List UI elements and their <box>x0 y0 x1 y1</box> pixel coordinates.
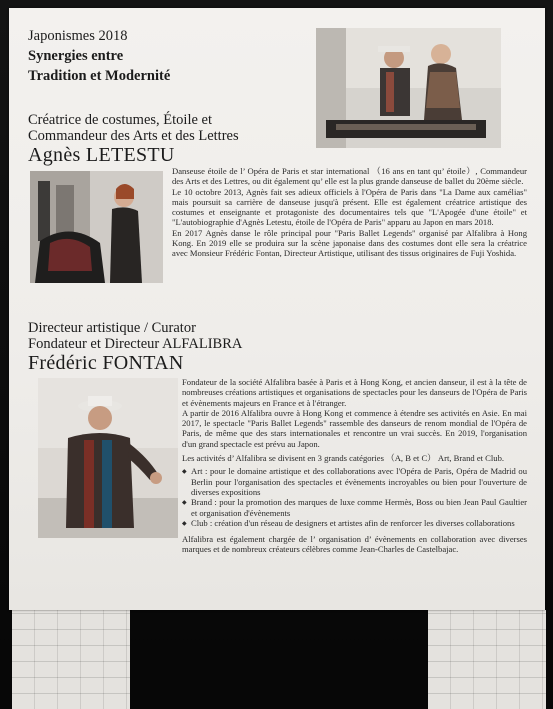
fontan-first-name: Frédéric <box>28 352 98 374</box>
letestu-first-name: Agnès <box>28 144 81 166</box>
photo-letestu-costume <box>30 171 163 283</box>
theme-line-1: Synergies entre <box>28 48 124 64</box>
fontan-bio-paragraph-3: Les activités d’ Alfalibra se divisent en 3 grands catégories （A, B et C） Art, Brand et Club. <box>182 453 505 464</box>
letestu-role-line-1: Créatrice de costumes, Étoile et <box>28 112 212 128</box>
flyer-sheet <box>9 8 545 610</box>
activity-brand: ◆ Brand : pour la promotion des marques de luxe comme Hermès, Boss ou bien Jean Paul Gaultier et organisation d'évènements <box>182 497 527 518</box>
display-stand-right <box>428 610 546 709</box>
photo-fontan-letestu-fabric <box>316 28 501 148</box>
activity-art: ◆ Art : pour le domaine artistique et des collaborations avec l'Opéra de Paris, Opéra de Madrid ou Berlin pour l'organisation des spectacles et évènements incroyables ou bien pour l'ouverture de diverses expositions <box>182 466 527 497</box>
fontan-bio-paragraph-2: A partir de 2016 Alfalibra ouvre à Hong Kong et commence à étendre ses activités en Asie. En mai 2017, le spectacle "Paris Ballet Legends" rassemble des danseurs de renom mondial de l'Opéra de Paris, de même que des stars internationales et rencontre un vrai succès. En 2019, l'organisation d'un grand spectacle est prévu au Japon. <box>182 407 527 449</box>
letestu-last-name: LETESTU <box>85 144 175 166</box>
fontan-role-line-2: Fondateur et Directeur ALFALIBRA <box>28 336 243 352</box>
fontan-bio-paragraph-4: Alfalibra est également chargée de l’ organisation d’ évènements en collaboration avec diverses marques et de nombreux créateurs célèbres comme Jean-Charles de Castelbajac. <box>182 534 527 555</box>
letestu-bio-paragraph-1: Danseuse étoile de l’ Opéra de Paris et star international （16 ans en tant qu’ étoile）, Commandeur des Arts et des Lettres, ou dit également qu’ elle est la plus grande danseuse de ballet du 20ème siècle. <box>172 166 527 187</box>
fontan-last-name: FONTAN <box>102 352 184 374</box>
fontan-bio <box>182 377 527 555</box>
letestu-bio-paragraph-2: Le 10 octobre 2013, Agnès fait ses adieux officiels à l'Opéra de Paris dans "La Dame aux camélias" mais poursuit sa carrière de danseuse jusqu'à présent. Elle est également créatrice artistique des costumes et enseignante et protagoniste des documentaires tels que "L'Apogée d'une étoile" et "L'autobiographie d'Agnès Letestu, étoile de l'Opéra de Paris" apparu au Japon en mars 2018. <box>172 186 527 228</box>
activity-club: ◆ Club : création d'un réseau de designers et artistes afin de renforcer les diverses collaborations <box>182 518 527 528</box>
letestu-name <box>28 144 175 167</box>
fontan-role-line-1: Directeur artistique / Curator <box>28 320 196 336</box>
theme-line-2: Tradition et Modernité <box>28 68 171 84</box>
photo-fontan-portrait <box>38 378 178 538</box>
fontan-bio-paragraph-1: Fondateur de la société Alfalibra basée à Paris et à Hong Kong, et ancien danseur, il est à la tête de nombreuses créations artistiques et organisations de spectacles pour les danseurs de l'Opéra de Paris et évènements majeurs en France et à l'étranger. <box>182 377 527 408</box>
letestu-bio-paragraph-3: En 2017 Agnès danse le rôle principal pour "Paris Ballet Legends" organisé par Alfalibra à Hong Kong. En 2019 elle se produira sur la scène japonaise dans des costumes dont elle sera la créatrice avec Monsieur Frédéric Fontan, Directeur Artistique, utilisant des tissus originaires de Fuji Yoshida. <box>172 227 527 259</box>
event-title: Japonismes 2018 <box>28 28 128 44</box>
alfalibra-activities-list <box>182 466 527 528</box>
letestu-bio <box>172 166 527 259</box>
display-stand-left <box>12 610 130 709</box>
letestu-role-line-2: Commandeur des Arts et des Lettres <box>28 128 239 144</box>
fontan-name <box>28 352 184 375</box>
